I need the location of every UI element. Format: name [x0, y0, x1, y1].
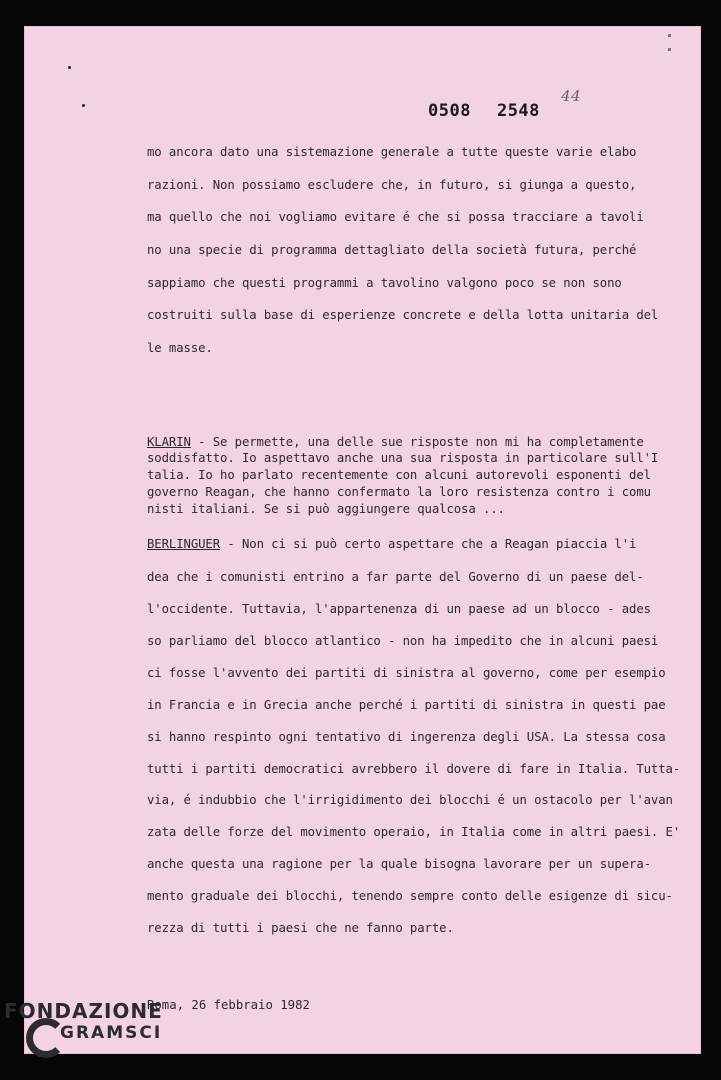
text-line: mento graduale dei blocchi, tenendo sempre conto delle esigenze di sicu-	[147, 889, 673, 903]
punch-hole-mark	[68, 66, 71, 69]
text-line: anche questa una ragione per la quale bisogna lavorare per un supera-	[147, 857, 651, 871]
text-line: soddisfatto. Io aspettavo anche una sua risposta in particolare sull'I	[147, 451, 659, 465]
text-line: so parliamo del blocco atlantico - non ha impedito che in alcuni paesi	[147, 634, 659, 648]
text-line: zata delle forze del movimento operaio, in Italia come in altri paesi. E'	[147, 825, 681, 839]
text-line: KLARIN - Se permette, una delle sue risposte non mi ha completamente	[147, 435, 644, 449]
text-line: via, é indubbio che l'irrigidimento dei blocchi é un ostacolo per l'avan	[147, 793, 673, 807]
text-line: talia. Io ho parlato recentemente con alcuni autorevoli esponenti del	[147, 468, 651, 482]
text-line: no una specie di programma dettagliato della società futura, perché	[147, 243, 637, 257]
text-line: rezza di tutti i paesi che ne fanno parte.	[147, 921, 454, 935]
handwritten-mark: 44	[561, 87, 582, 105]
watermark	[4, 1000, 163, 1044]
watermark-line-1: FONDAZIONE	[4, 999, 163, 1023]
text-line: mo ancora dato una sistemazione generale a tutte queste varie elabo	[147, 145, 637, 159]
text-line: sappiamo che questi programmi a tavolino valgono poco se non sono	[147, 276, 622, 290]
text-line: l'occidente. Tuttavia, l'appartenenza di un paese ad un blocco - ades	[147, 602, 651, 616]
watermark-line-2: GRAMSCI	[60, 1023, 163, 1043]
speaker-name: KLARIN	[147, 435, 191, 449]
text-line: razioni. Non possiamo escludere che, in futuro, si giunga a questo,	[147, 178, 637, 192]
text-line: dea che i comunisti entrino a far parte del Governo di un paese del-	[147, 570, 644, 584]
reference-number-a: 0508	[428, 101, 471, 121]
speaker-name: BERLINGUER	[147, 537, 221, 551]
reference-number-b: 2548	[496, 101, 540, 121]
text-line: BERLINGUER - Non ci si può certo aspettare che a Reagan piaccia l'i	[147, 537, 637, 551]
text-line: si hanno respinto ogni tentativo di ingerenza degli USA. La stessa cosa	[147, 730, 666, 744]
place-date: Roma, 26 febbraio 1982	[147, 998, 310, 1012]
text-line: in Francia e in Grecia anche perché i partiti di sinistra in questi pae	[147, 698, 666, 712]
text-line: costruiti sulla base di esperienze concrete e della lotta unitaria del	[147, 308, 659, 322]
text-line: ma quello che noi vogliamo evitare é che si possa tracciare a tavoli	[147, 210, 644, 224]
document-page	[24, 26, 701, 1054]
text-line: ci fosse l'avvento dei partiti di sinistra al governo, come per esempio	[147, 666, 666, 680]
text-line: le masse.	[147, 341, 213, 355]
edge-mark	[668, 34, 671, 37]
punch-hole-mark	[82, 104, 85, 107]
text-line: tutti i partiti democratici avrebbero il dovere di fare in Italia. Tutta-	[147, 762, 681, 776]
archive-reference	[428, 87, 582, 121]
text-line: nisti italiani. Se si può aggiungere qualcosa ...	[147, 502, 505, 516]
edge-mark	[668, 48, 671, 51]
text-line: governo Reagan, che hanno confermato la loro resistenza contro i comu	[147, 485, 651, 499]
